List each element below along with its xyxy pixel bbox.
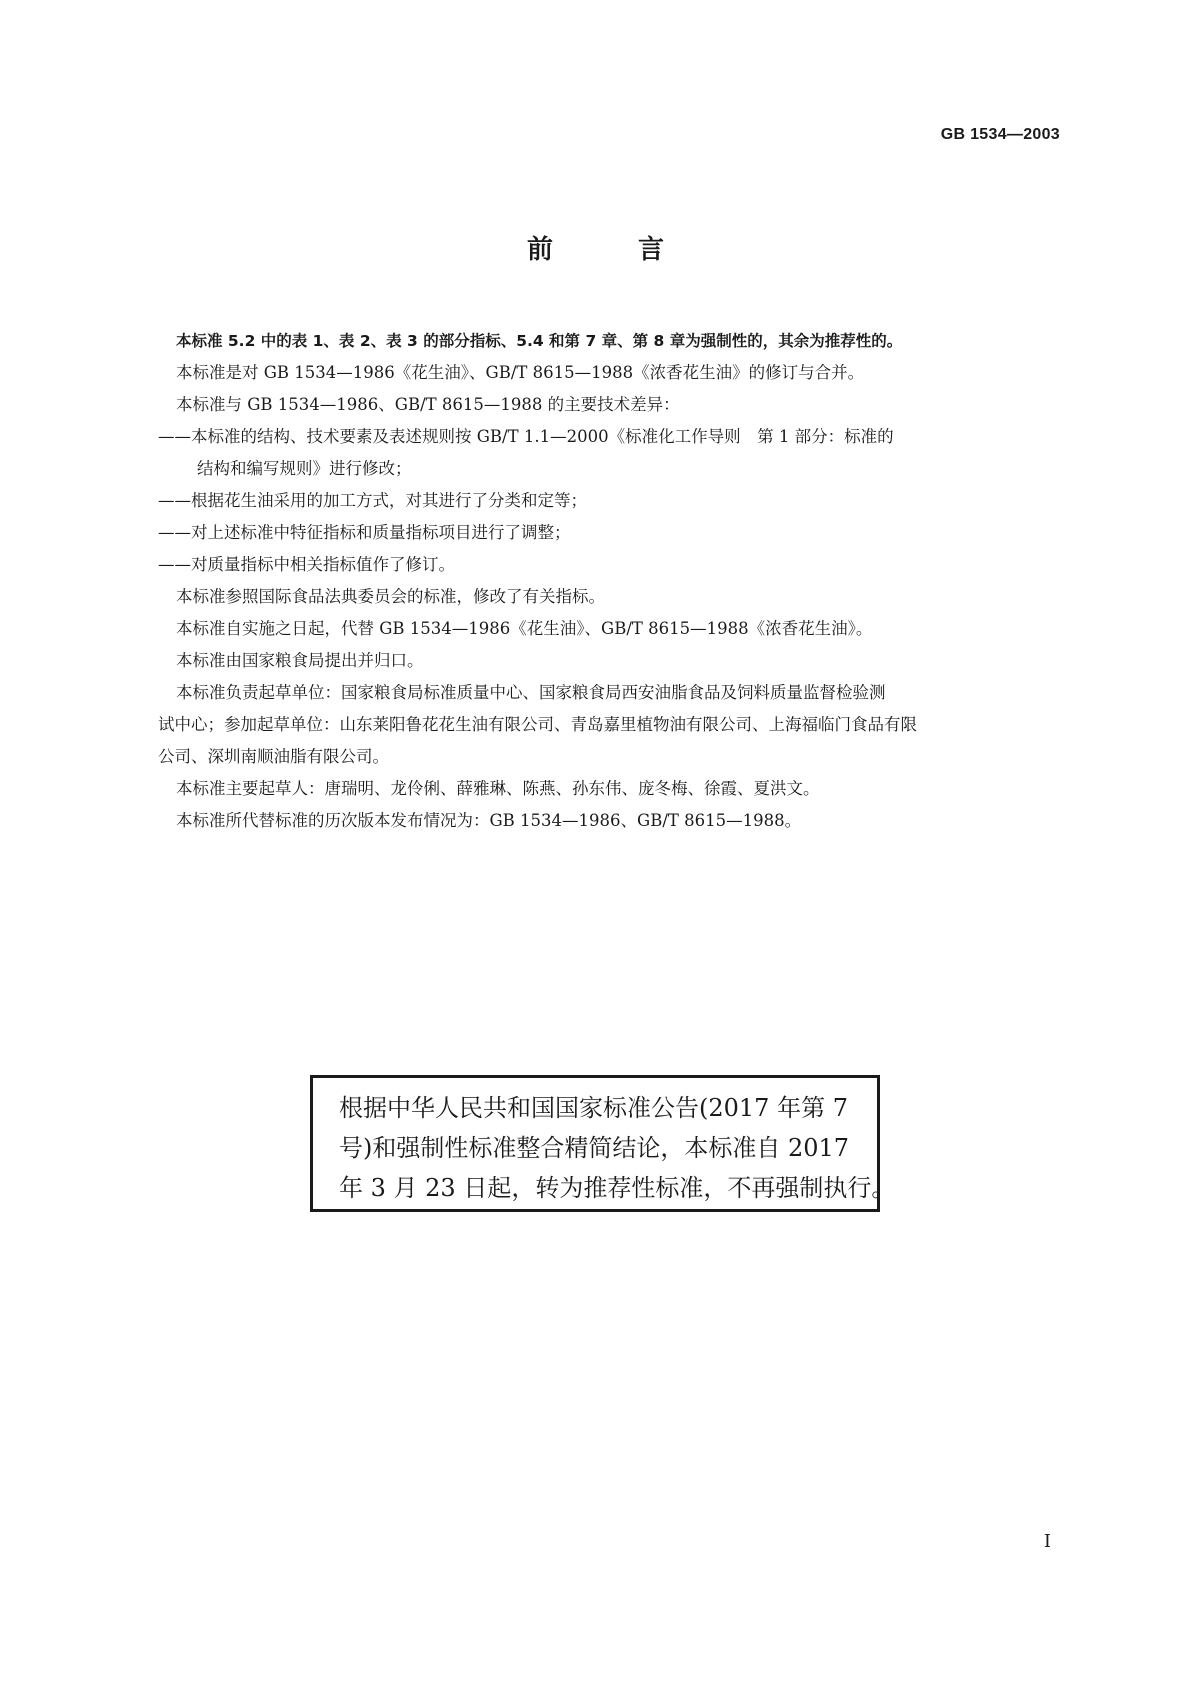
list-item-indicators: ——对上述标准中特征指标和质量指标项目进行了调整； [158,523,571,542]
list-item-structure: ——本标准的结构、技术要素及表述规则按 GB/T 1.1—2000《标准化工作导则 第 1 部分：标准的 [158,427,894,446]
page-number: I [1043,1531,1051,1552]
paragraph-drafting-units: 本标准负责起草单位：国家粮食局标准质量中心、国家粮食局西安油脂食品及饲料质量监督检验测 [176,683,886,702]
list-item-revised-values: ——对质量指标中相关指标值作了修订。 [158,555,455,574]
notice-line: 根据中华人民共和国国家标准公告(2017 年第 7 [339,1094,848,1122]
paragraph-revision-merge: 本标准是对 GB 1534—1986《花生油》、GB/T 8615—1988《浓香花生油》的修订与合并。 [176,363,865,382]
paragraph-mandatory-clauses: 本标准 5.2 中的表 1、表 2、表 3 的部分指标、5.4 和第 7 章、第 8 章为强制性的，其余为推荐性的。 [176,332,903,350]
page-title: 前 言 [526,235,703,265]
paragraph-codex-reference: 本标准参照国际食品法典委员会的标准，修改了有关指标。 [176,587,605,606]
paragraph-drafting-units-continued-1: 试中心；参加起草单位：山东莱阳鲁花花生油有限公司、青岛嘉里植物油有限公司、上海福临门食品有限 [158,715,917,734]
notice-line: 号)和强制性标准整合精简结论，本标准自 2017 [339,1134,850,1162]
status-notice-box [310,1075,896,1212]
paragraph-main-differences: 本标准与 GB 1534—1986、GB/T 8615—1988 的主要技术差异： [176,395,680,414]
list-item-structure-continued: 结构和编写规则》进行修改； [197,459,412,478]
paragraph-previous-editions: 本标准所代替标准的历次版本发布情况为：GB 1534—1986、GB/T 8615—1988。 [176,811,802,830]
standard-code: GB 1534—2003 [940,126,1060,143]
paragraph-drafters: 本标准主要起草人：唐瑞明、龙伶俐、薛雅琳、陈燕、孙东伟、庞冬梅、徐霞、夏洪文。 [176,779,820,798]
foreword-body [158,325,1056,837]
notice-line: 年 3 月 23 日起，转为推荐性标准，不再强制执行。 [339,1174,896,1202]
list-item-classification: ——根据花生油采用的加工方式，对其进行了分类和定等； [158,491,587,510]
paragraph-drafting-units-continued-2: 公司、深圳南顺油脂有限公司。 [158,747,389,766]
paragraph-replacement: 本标准自实施之日起，代替 GB 1534—1986《花生油》、GB/T 8615—1988《浓香花生油》。 [176,619,873,638]
paragraph-proposed-by: 本标准由国家粮食局提出并归口。 [176,651,424,670]
